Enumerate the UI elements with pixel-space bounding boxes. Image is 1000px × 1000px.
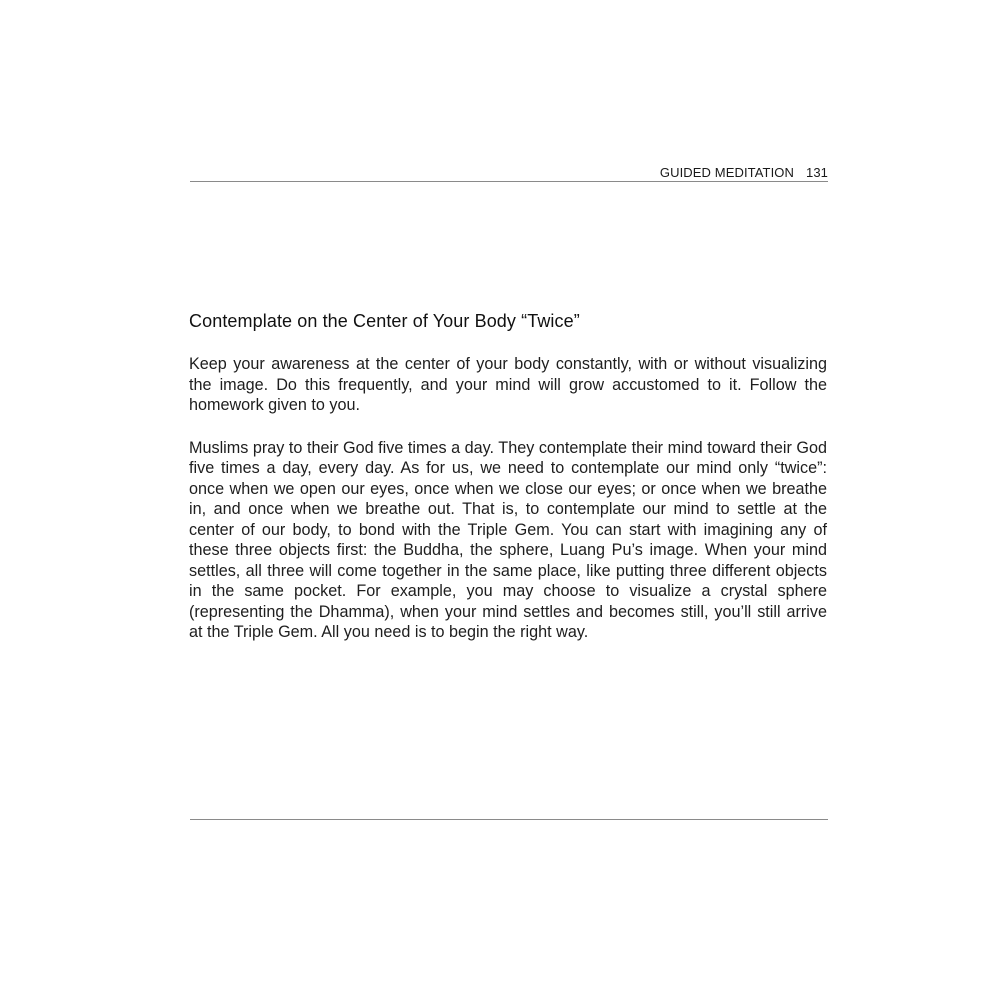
body-paragraph-1: Keep your awareness at the center of your body constantly, with or without visualizing the image. Do this frequently, and your mind will grow accustomed to it. Follow the homework given to you.	[189, 355, 827, 414]
page-content	[189, 308, 827, 665]
running-header-title: GUIDED MEDITATION	[659, 165, 794, 180]
body-paragraph-2: Muslims pray to their God five times a day. They contemplate their mind toward their God five times a day, every day. As for us, we need to contemplate our mind only “twice”: once when we open our eyes, once when we close our eyes; or once when we breathe in, and once when we breathe out. That is, to contemplate our mind to settle at the center of our body, to bond with the Triple Gem. You can start with imagining any of these three objects first: the Buddha, the sphere, Luang Pu’s image. When your mind settles, all three will come together in the same place, like putting three different objects in the same pocket. For example, you may choose to visualize a crystal sphere (representing the Dhamma), when your mind settles and becomes still, you’ll still arrive at the Triple Gem. All you need is to begin the right way.	[189, 438, 827, 641]
header-divider	[190, 181, 828, 182]
running-header	[190, 165, 828, 181]
page-number: 131	[806, 165, 828, 180]
footer-divider	[190, 819, 828, 820]
section-title: Contemplate on the Center of Your Body “Twice”	[189, 311, 580, 331]
